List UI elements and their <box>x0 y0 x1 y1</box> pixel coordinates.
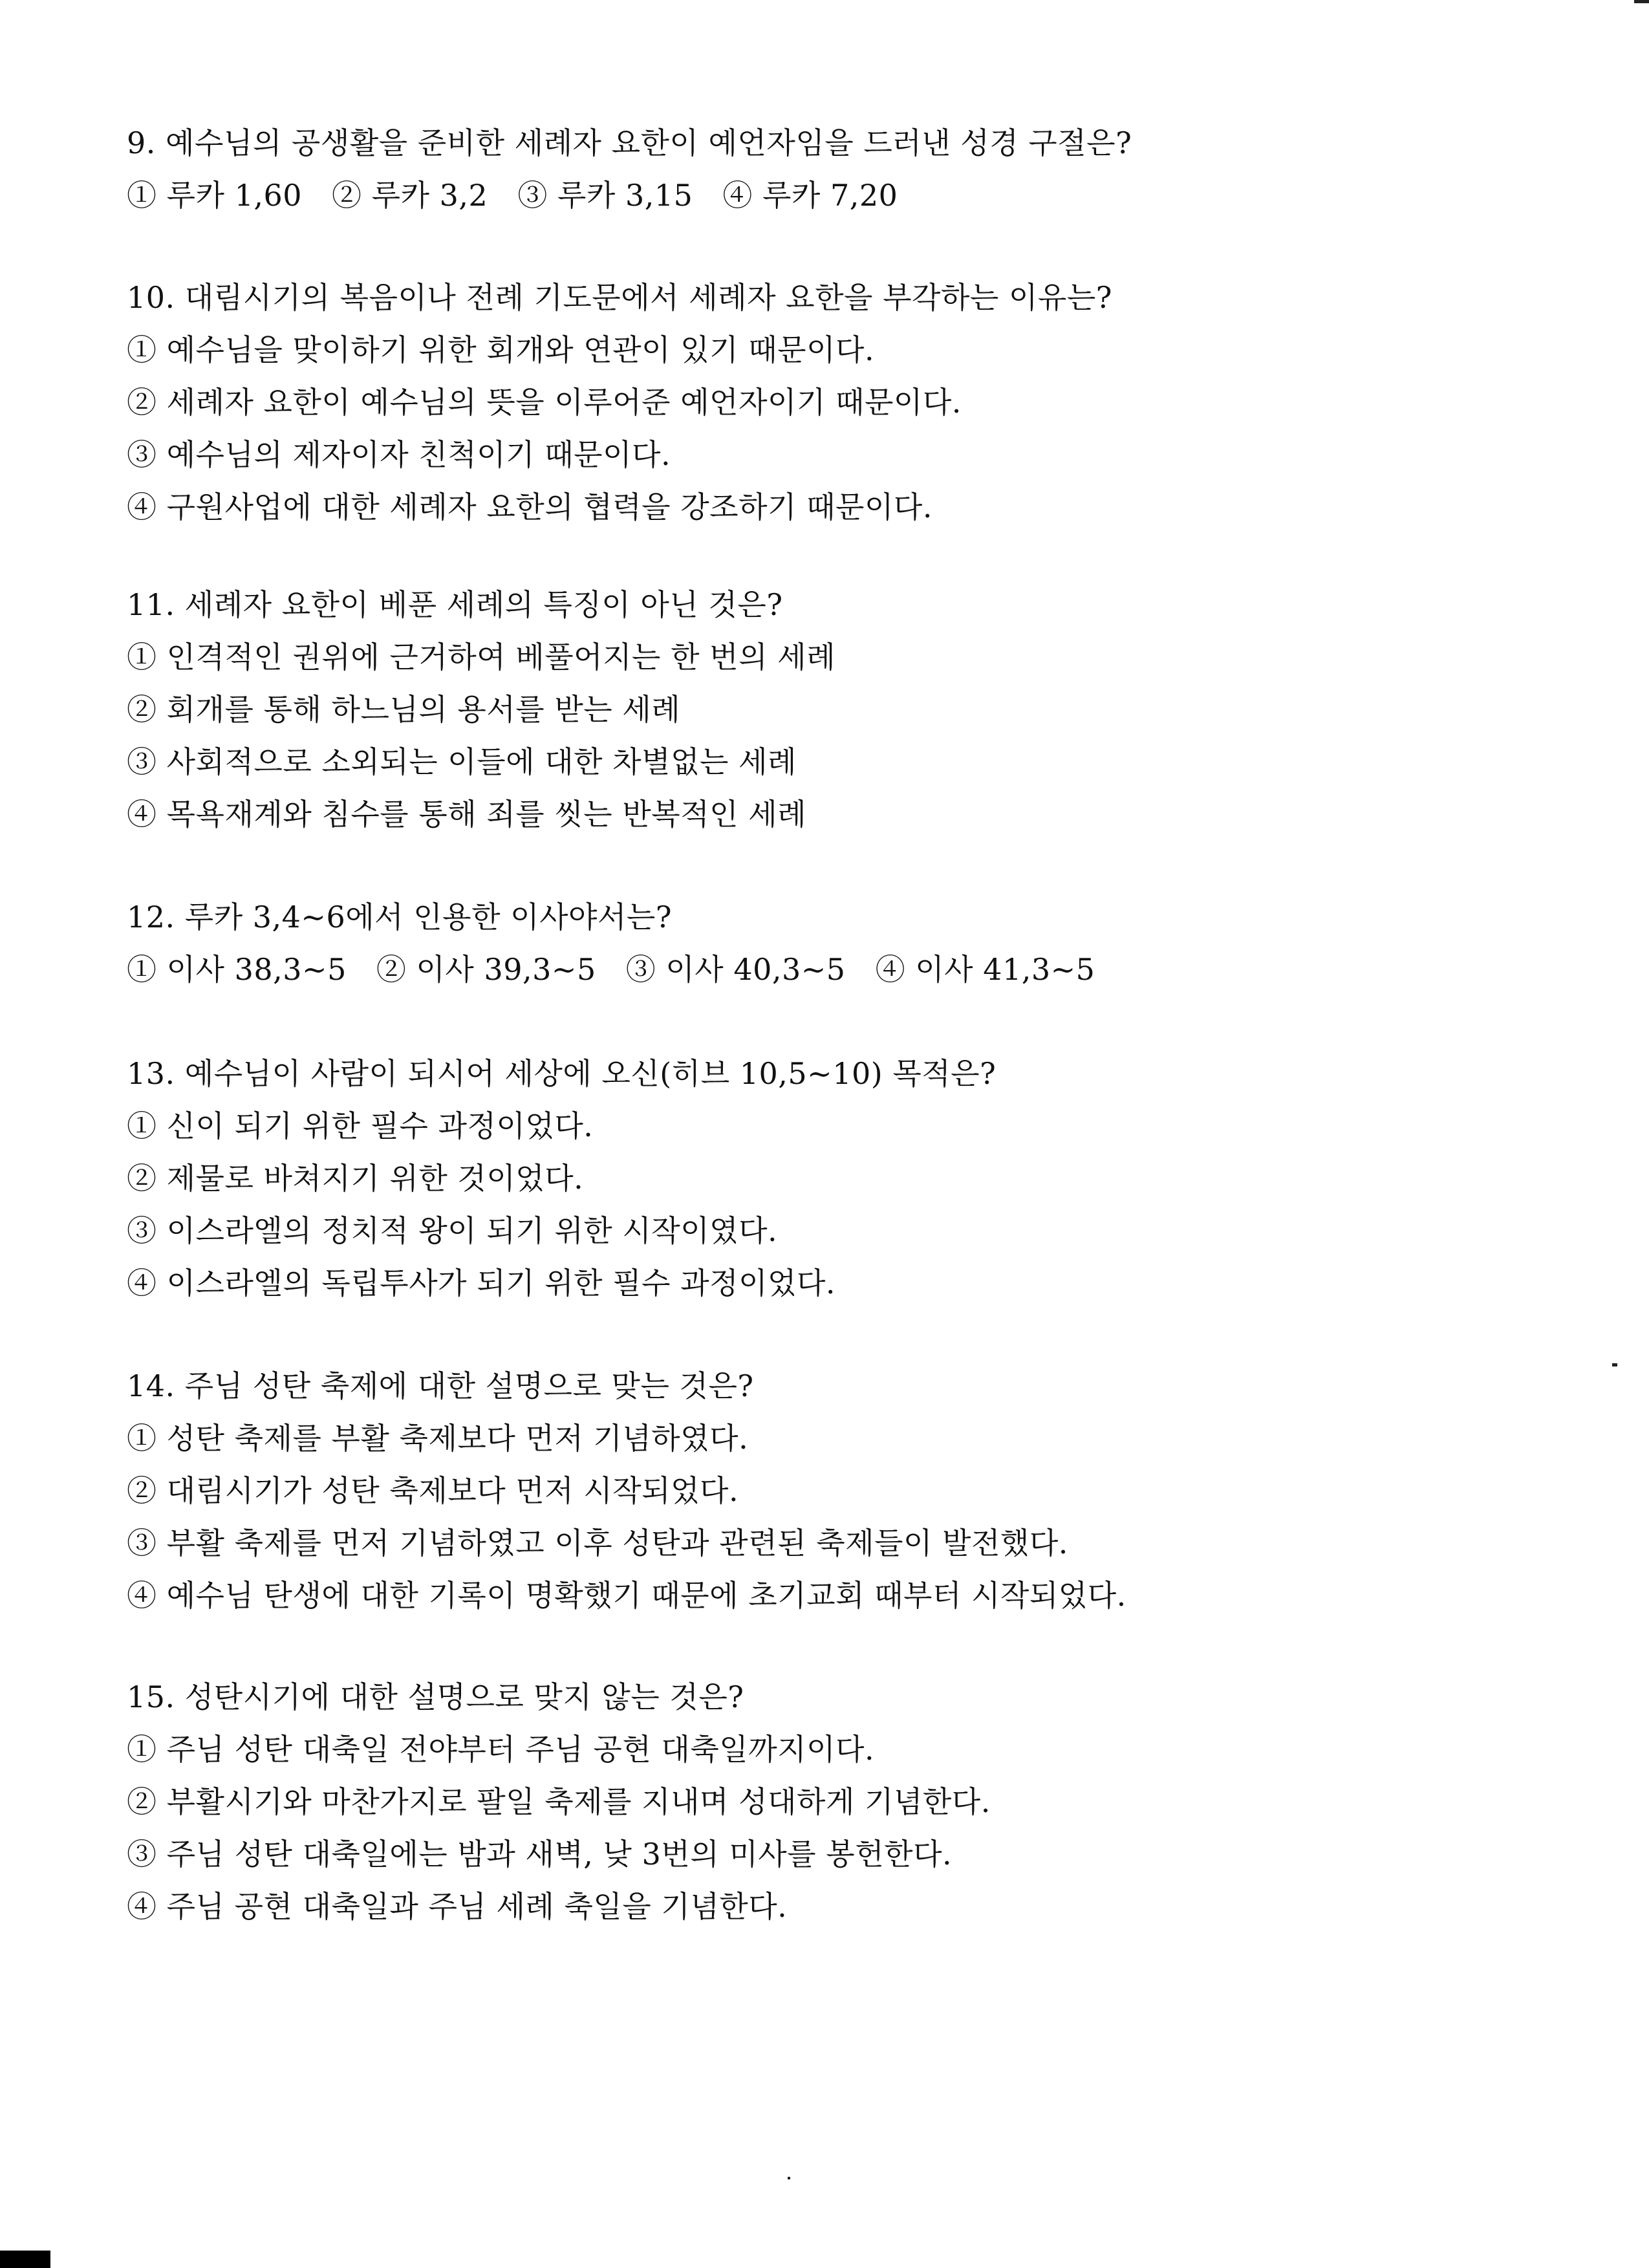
option: ④ 목욕재계와 침수를 통해 죄를 씻는 반복적인 세례 <box>127 797 807 832</box>
option-row <box>127 944 1549 996</box>
scan-speck <box>1612 1363 1617 1366</box>
option: ④ 이사 41,3~5 <box>875 952 1095 987</box>
option: ④ 주님 공현 대축일과 주님 세례 축일을 기념한다. <box>127 1889 788 1924</box>
question-11 <box>127 579 1549 841</box>
option: ② 부활시기와 마찬가지로 팔일 축제를 지내며 성대하게 기념한다. <box>127 1784 991 1819</box>
scan-speck <box>1634 0 1649 3</box>
option: ③ 이사 40,3~5 <box>625 952 846 987</box>
option: ② 이사 39,3~5 <box>376 952 596 987</box>
option: ③ 사회적으로 소외되는 이들에 대한 차별없는 세례 <box>127 744 797 779</box>
question-title: 13. 예수님이 사람이 되시어 세상에 오신(히브 10,5~10) 목적은? <box>127 1056 997 1091</box>
question-10 <box>127 272 1549 534</box>
question-14 <box>127 1360 1549 1622</box>
option: ① 인격적인 권위에 근거하여 베풀어지는 한 번의 세례 <box>127 640 836 675</box>
question-title: 10. 대림시기의 복음이나 전례 기도문에서 세례자 요한을 부각하는 이유는? <box>127 280 1112 315</box>
option: ④ 루카 7,20 <box>722 178 898 213</box>
option: ① 성탄 축제를 부활 축제보다 먼저 기념하였다. <box>127 1421 749 1456</box>
question-title: 15. 성탄시기에 대한 설명으로 맞지 않는 것은? <box>127 1679 744 1714</box>
option: ① 이사 38,3~5 <box>127 952 347 987</box>
option: ④ 예수님 탄생에 대한 기록이 명확했기 때문에 초기교회 때부터 시작되었다. <box>127 1578 1126 1613</box>
option: ④ 구원사업에 대한 세례자 요한의 협력을 강조하기 때문이다. <box>127 490 932 524</box>
question-13 <box>127 1048 1549 1310</box>
option: ② 루카 3,2 <box>332 178 488 213</box>
question-15 <box>127 1671 1549 1933</box>
option: ③ 예수님의 제자이자 친척이기 때문이다. <box>127 437 671 472</box>
question-9 <box>127 117 1549 222</box>
option: ③ 부활 축제를 먼저 기념하였고 이후 성탄과 관련된 축제들이 발전했다. <box>127 1526 1068 1561</box>
question-title: 9. 예수님의 공생활을 준비한 세례자 요한이 예언자임을 드러낸 성경 구절은? <box>127 125 1132 160</box>
option: ③ 루카 3,15 <box>517 178 693 213</box>
question-12 <box>127 891 1549 996</box>
question-title: 11. 세례자 요한이 베푼 세례의 특징이 아닌 것은? <box>127 587 783 622</box>
option: ① 루카 1,60 <box>127 178 303 213</box>
option: ② 대림시기가 성탄 축제보다 먼저 시작되었다. <box>127 1473 739 1508</box>
option: ② 제물로 바쳐지기 위한 것이었다. <box>127 1161 584 1196</box>
scan-corner-mark <box>0 2251 50 2268</box>
option-row <box>127 169 1549 222</box>
option: ② 회개를 통해 하느님의 용서를 받는 세례 <box>127 692 681 727</box>
option: ① 예수님을 맞이하기 위한 회개와 연관이 있기 때문이다. <box>127 332 875 367</box>
option: ④ 이스라엘의 독립투사가 되기 위한 필수 과정이었다. <box>127 1266 836 1301</box>
option: ③ 주님 성탄 대축일에는 밤과 새벽, 낮 3번의 미사를 봉헌한다. <box>127 1837 953 1872</box>
question-title: 12. 루카 3,4~6에서 인용한 이사야서는? <box>127 900 673 934</box>
option: ② 세례자 요한이 예수님의 뜻을 이루어준 예언자이기 때문이다. <box>127 385 962 420</box>
question-title: 14. 주님 성탄 축제에 대한 설명으로 맞는 것은? <box>127 1368 754 1403</box>
option: ① 신이 되기 위한 필수 과정이었다. <box>127 1108 594 1143</box>
scan-speck <box>788 2177 790 2179</box>
option: ① 주님 성탄 대축일 전야부터 주님 공현 대축일까지이다. <box>127 1732 875 1767</box>
option: ③ 이스라엘의 정치적 왕이 되기 위한 시작이였다. <box>127 1213 778 1248</box>
